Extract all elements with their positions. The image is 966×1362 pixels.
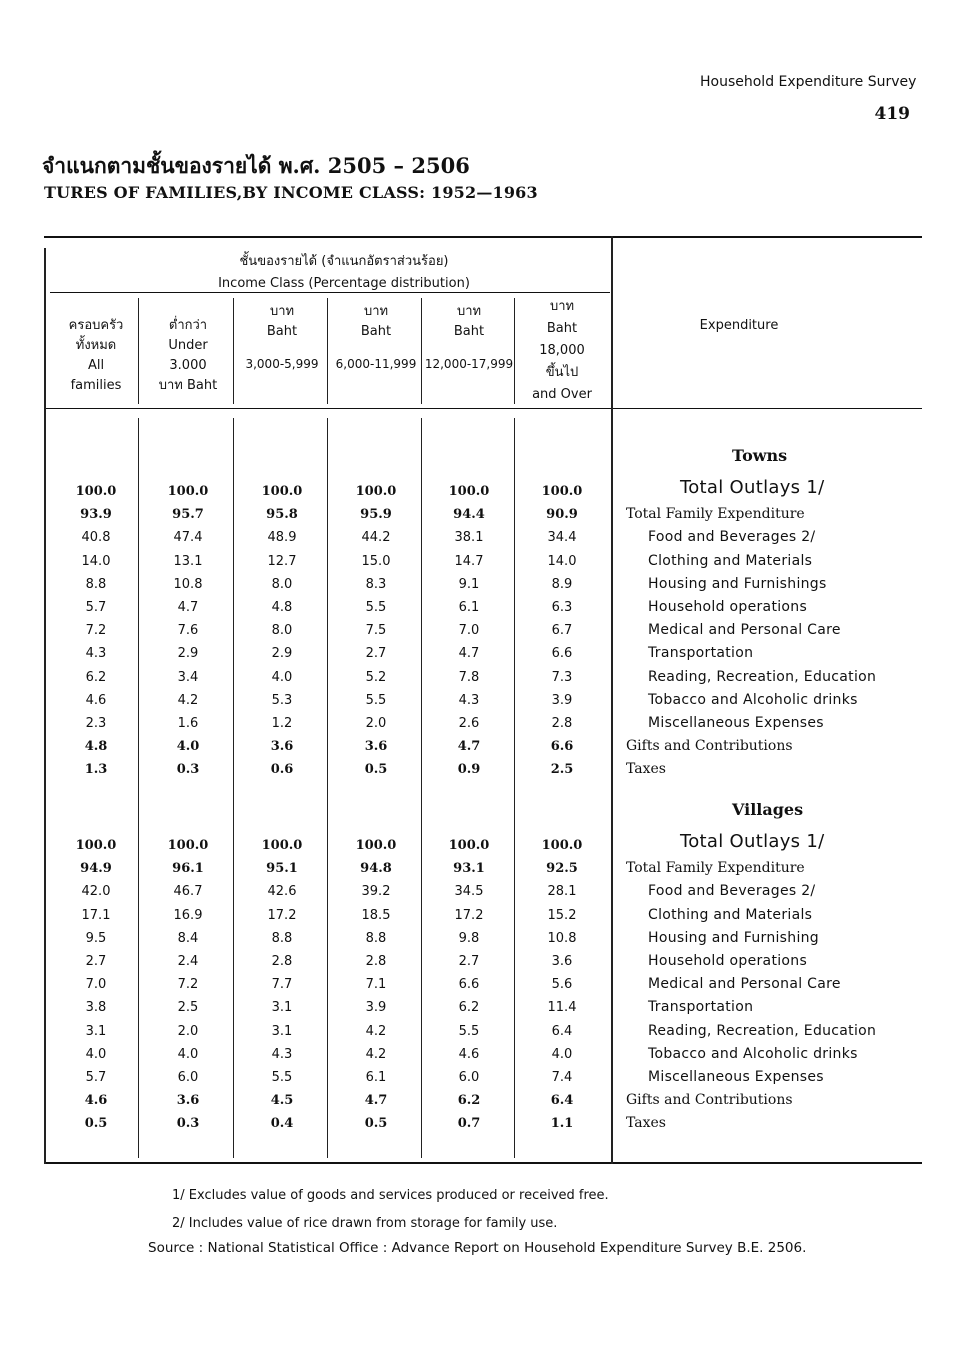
row-label: Transportation (648, 999, 754, 1016)
value-cell: 100.0 (167, 484, 209, 499)
row-label: Gifts and Contributions (626, 1092, 793, 1109)
value-cell: 3.1 (271, 1023, 293, 1039)
value-cell: 17.2 (267, 907, 297, 923)
value-cell: 0.3 (176, 762, 200, 778)
table-row (44, 550, 922, 573)
value-cell: 7.8 (458, 669, 480, 685)
value-cell: 2.9 (271, 646, 293, 662)
value-cell: 0.5 (364, 762, 388, 778)
table-row (44, 904, 922, 927)
value-cell: 2.3 (85, 716, 107, 731)
value-cell: 4.7 (364, 1093, 388, 1109)
value-cell: 5.2 (365, 669, 387, 685)
value-cell: 44.2 (361, 530, 391, 546)
value-cell: 6.6 (458, 977, 480, 993)
value-cell: 4.0 (85, 1046, 107, 1062)
row-label: Food and Beverages 2/ (648, 529, 816, 546)
value-cell: 5.6 (551, 977, 573, 993)
header-column-divider (421, 298, 422, 404)
value-cell: 2.8 (365, 954, 387, 969)
footnote-2: 2/ Includes value of rice drawn from storage for family use. (172, 1216, 558, 1231)
value-cell: 14.0 (547, 553, 577, 569)
row-label: Total Family Expenditure (626, 860, 805, 877)
value-cell: 95.9 (360, 507, 392, 523)
value-cell: 100.0 (75, 484, 117, 499)
value-cell: 8.0 (271, 623, 293, 639)
row-label: Clothing and Materials (648, 552, 813, 569)
table-row (44, 831, 922, 857)
value-cell: 5.7 (85, 600, 107, 615)
column-header-line: บาท (549, 299, 575, 314)
row-label: Taxes (626, 1115, 666, 1132)
table-row (44, 1043, 922, 1066)
column-header-line: บาท (269, 304, 295, 319)
value-cell: 6.1 (458, 600, 480, 615)
value-cell: 7.0 (85, 977, 107, 993)
value-cell: 100.0 (541, 484, 583, 499)
column-header-line: ขึ้นไป (545, 365, 579, 380)
row-label: Miscellaneous Expenses (648, 715, 824, 731)
value-cell: 42.0 (81, 884, 111, 900)
value-cell: 10.8 (547, 930, 577, 946)
value-cell: 4.0 (177, 1046, 199, 1062)
source-note: Source : National Statistical Office : Advance Report on Household Expenditure Survey B.E. 2506. (148, 1240, 807, 1256)
row-label: Household operations (648, 953, 808, 969)
value-cell: 7.2 (177, 977, 199, 993)
column-header-line: Baht (546, 321, 578, 336)
value-cell: 2.8 (551, 716, 573, 731)
value-cell: 2.4 (177, 954, 199, 969)
value-cell: 94.9 (80, 861, 112, 877)
value-cell: 18.5 (361, 907, 391, 923)
value-cell: 2.8 (271, 954, 293, 969)
column-header-line: ต่ำกว่า (168, 318, 208, 333)
value-cell: 3.4 (177, 669, 199, 685)
value-cell: 8.3 (365, 576, 387, 592)
value-cell: 4.6 (458, 1046, 480, 1062)
value-cell: 3.6 (176, 1093, 200, 1109)
value-cell: 6.1 (365, 1070, 387, 1085)
value-cell: 2.0 (365, 716, 387, 731)
row-label: Housing and Furnishings (648, 575, 827, 592)
value-cell: 3.6 (551, 954, 573, 969)
value-cell: 2.7 (365, 646, 387, 662)
value-cell: 34.4 (547, 530, 577, 546)
row-label: Miscellaneous Expenses (648, 1069, 824, 1085)
value-cell: 95.7 (172, 507, 204, 523)
section-title: Villages (732, 800, 804, 819)
value-cell: 46.7 (173, 884, 203, 900)
value-cell: 2.0 (177, 1023, 199, 1039)
table-row (44, 712, 922, 735)
table-row (44, 973, 922, 996)
value-cell: 1.6 (177, 716, 199, 731)
table-row (44, 477, 922, 503)
column-header-line: Under (168, 338, 208, 353)
value-cell: 39.2 (361, 884, 391, 900)
value-cell: 6.4 (551, 1023, 573, 1039)
header-bottom-rule (44, 408, 922, 409)
value-cell: 100.0 (355, 838, 397, 853)
table-row (44, 1112, 922, 1135)
value-cell: 28.1 (547, 884, 577, 900)
value-cell: 92.5 (546, 861, 578, 877)
value-cell: 2.6 (458, 716, 480, 731)
value-cell: 4.2 (365, 1046, 387, 1062)
column-header (236, 302, 328, 374)
value-cell: 8.8 (271, 930, 293, 946)
value-cell: 0.7 (457, 1116, 481, 1132)
column-header-line: Baht (453, 324, 485, 339)
value-cell: 3.9 (365, 1000, 387, 1016)
value-cell: 7.4 (551, 1070, 573, 1085)
value-cell: 5.5 (271, 1070, 293, 1085)
value-cell: 9.5 (85, 930, 107, 946)
row-label: Gifts and Contributions (626, 738, 793, 755)
value-cell: 4.2 (365, 1023, 387, 1039)
column-header (516, 296, 608, 406)
value-cell: 0.6 (270, 762, 294, 778)
table-row (44, 503, 922, 526)
value-cell: 14.0 (81, 553, 111, 569)
value-cell: 9.1 (458, 576, 480, 592)
value-cell: 2.9 (177, 646, 199, 662)
table-row (44, 735, 922, 758)
value-cell: 6.6 (551, 646, 573, 662)
table-row (44, 596, 922, 619)
value-cell: 4.2 (177, 692, 199, 708)
value-cell: 95.1 (266, 861, 298, 877)
column-header-line: 3,000-5,999 (245, 357, 319, 371)
value-cell: 4.0 (551, 1046, 573, 1062)
column-header-line: 6,000-11,999 (335, 357, 417, 371)
footnotes (172, 1182, 609, 1238)
row-label: Total Family Expenditure (626, 506, 805, 523)
column-header-line (423, 342, 515, 354)
value-cell: 6.0 (458, 1070, 480, 1085)
row-label: Medical and Personal Care (648, 976, 841, 993)
value-cell: 5.5 (365, 600, 387, 615)
value-cell: 5.5 (365, 692, 387, 708)
column-header-line: 12,000-17,999 (424, 357, 514, 371)
column-header-line: ทั้งหมด (75, 338, 117, 353)
row-label: Household operations (648, 599, 808, 615)
column-header-line (330, 342, 422, 354)
column-header-line: Baht (360, 324, 392, 339)
value-cell: 4.0 (271, 669, 293, 685)
table-row (44, 1066, 922, 1089)
column-header (50, 316, 142, 396)
value-cell: 14.7 (454, 553, 484, 569)
value-cell: 6.3 (551, 600, 573, 615)
column-header-line (236, 342, 328, 354)
value-cell: 10.8 (173, 576, 203, 592)
section-title: Towns (732, 446, 788, 465)
row-label: Reading, Recreation, Education (648, 1022, 877, 1039)
value-cell: 4.8 (84, 739, 108, 755)
value-cell: 7.1 (365, 977, 387, 993)
expenditure-header: Expenditure (699, 318, 779, 333)
value-cell: 7.2 (85, 623, 107, 639)
value-cell: 15.0 (361, 553, 391, 569)
value-cell: 100.0 (261, 838, 303, 853)
value-cell: 94.8 (360, 861, 392, 877)
income-class-thai: ชั้นของรายได้ (จำแนกอัตราส่วนร้อย) (239, 254, 449, 269)
value-cell: 0.9 (457, 762, 481, 778)
value-cell: 100.0 (261, 484, 303, 499)
value-cell: 3.6 (270, 739, 294, 755)
value-cell: 0.4 (270, 1116, 294, 1132)
value-cell: 38.1 (454, 530, 484, 546)
table-row (44, 996, 922, 1019)
title-thai: จำแนกตามชั้นของรายได้ พ.ศ. 2505 – 2506 (42, 153, 470, 178)
column-header (423, 302, 515, 374)
value-cell: 6.7 (551, 623, 573, 639)
value-cell: 94.4 (453, 507, 485, 523)
value-cell: 2.5 (550, 762, 574, 778)
row-label: Medical and Personal Care (648, 622, 841, 639)
value-cell: 4.3 (271, 1046, 293, 1062)
title-english: TURES OF FAMILIES,BY INCOME CLASS: 1952—1963 (44, 183, 538, 202)
value-cell: 4.3 (85, 646, 107, 662)
income-class-english: Income Class (Percentage distribution) (218, 276, 470, 291)
value-cell: 42.6 (267, 884, 297, 900)
value-cell: 8.4 (177, 930, 199, 946)
value-cell: 16.9 (173, 907, 203, 923)
value-cell: 1.3 (84, 762, 108, 778)
value-cell: 8.9 (551, 576, 573, 592)
column-header-line: บาท Baht (158, 378, 218, 393)
value-cell: 7.0 (458, 623, 480, 639)
value-cell: 3.9 (551, 692, 573, 708)
value-cell: 8.0 (271, 576, 293, 592)
value-cell: 7.3 (551, 669, 573, 685)
value-cell: 9.8 (458, 930, 480, 946)
expenditure-table (44, 236, 922, 1166)
table-row (44, 573, 922, 596)
row-label: Transportation (648, 645, 754, 662)
row-label: Food and Beverages 2/ (648, 883, 816, 900)
value-cell: 4.7 (458, 646, 480, 662)
value-cell: 4.7 (457, 739, 481, 755)
value-cell: 4.7 (177, 600, 199, 615)
table-row (44, 666, 922, 689)
value-cell: 6.6 (550, 739, 574, 755)
table-row (44, 880, 922, 903)
value-cell: 93.9 (80, 507, 112, 523)
value-cell: 40.8 (81, 530, 111, 546)
row-label: Reading, Recreation, Education (648, 668, 877, 685)
value-cell: 48.9 (267, 530, 297, 546)
column-header-line: 3.000 (169, 358, 207, 373)
value-cell: 7.5 (365, 623, 387, 639)
column-header (142, 316, 234, 396)
value-cell: 3.1 (271, 1000, 293, 1016)
column-header-line: บาท (363, 304, 389, 319)
value-cell: 2.7 (458, 954, 480, 969)
row-label: Housing and Furnishing (648, 929, 819, 946)
value-cell: 4.6 (85, 692, 107, 708)
value-cell: 5.5 (458, 1023, 480, 1039)
table-row (44, 758, 922, 781)
column-header-line: families (70, 378, 122, 393)
value-cell: 17.2 (454, 907, 484, 923)
column-header-line: All (87, 358, 105, 373)
footnote-1: 1/ Excludes value of goods and services produced or received free. (172, 1188, 609, 1203)
value-cell: 47.4 (173, 530, 203, 546)
value-cell: 17.1 (81, 907, 111, 923)
value-cell: 8.8 (85, 576, 107, 592)
value-cell: 34.5 (454, 884, 484, 900)
table-row (44, 950, 922, 973)
column-header-line: and Over (532, 387, 592, 402)
value-cell: 7.6 (177, 623, 199, 639)
running-header: Household Expenditure Survey (700, 74, 917, 90)
table-top-rule (44, 236, 922, 238)
value-cell: 100.0 (448, 838, 490, 853)
header-column-divider (327, 298, 328, 404)
value-cell: 3.6 (364, 739, 388, 755)
row-label: Tobacco and Alcoholic drinks (648, 691, 858, 708)
column-header-line: Baht (266, 324, 298, 339)
header-column-divider (514, 298, 515, 404)
value-cell: 100.0 (355, 484, 397, 499)
value-cell: 4.6 (84, 1093, 108, 1109)
value-cell: 100.0 (75, 838, 117, 853)
value-cell: 6.2 (458, 1000, 480, 1016)
value-cell: 13.1 (173, 553, 203, 569)
page-number: 419 (874, 104, 910, 124)
value-cell: 4.0 (176, 739, 200, 755)
value-cell: 95.8 (266, 507, 298, 523)
value-cell: 6.4 (550, 1093, 574, 1109)
table-row (44, 689, 922, 712)
value-cell: 5.7 (85, 1070, 107, 1085)
value-cell: 15.2 (547, 907, 577, 923)
column-header-line: บาท (456, 304, 482, 319)
row-label: Total Outlays 1/ (680, 831, 825, 852)
value-cell: 0.5 (364, 1116, 388, 1132)
value-cell: 12.7 (267, 553, 297, 569)
value-cell: 2.5 (177, 1000, 199, 1016)
table-row (44, 642, 922, 665)
table-row (44, 1089, 922, 1112)
value-cell: 96.1 (172, 861, 204, 877)
row-label: Total Outlays 1/ (680, 477, 825, 498)
column-header-line: ครอบครัว (68, 318, 124, 333)
value-cell: 100.0 (167, 838, 209, 853)
value-cell: 3.1 (85, 1023, 107, 1039)
value-cell: 4.5 (270, 1093, 294, 1109)
table-bottom-rule (44, 1162, 922, 1164)
value-cell: 0.5 (84, 1116, 108, 1132)
table-row (44, 1020, 922, 1043)
value-cell: 6.0 (177, 1070, 199, 1085)
column-header-line: 18,000 (539, 343, 585, 358)
table-row (44, 526, 922, 549)
value-cell: 6.2 (457, 1093, 481, 1109)
value-cell: 100.0 (541, 838, 583, 853)
value-cell: 7.7 (271, 977, 293, 993)
column-header (330, 302, 422, 374)
row-label: Tobacco and Alcoholic drinks (648, 1045, 858, 1062)
value-cell: 4.8 (271, 600, 293, 615)
row-label: Taxes (626, 761, 666, 778)
header-column-divider (233, 298, 234, 404)
value-cell: 1.1 (550, 1116, 574, 1132)
value-cell: 90.9 (546, 507, 578, 523)
value-cell: 2.7 (85, 954, 107, 969)
value-cell: 5.3 (271, 692, 293, 708)
row-label: Clothing and Materials (648, 906, 813, 923)
table-row (44, 857, 922, 880)
header-column-divider (138, 298, 139, 404)
value-cell: 3.8 (85, 1000, 107, 1016)
table-row (44, 927, 922, 950)
value-cell: 93.1 (453, 861, 485, 877)
value-cell: 4.3 (458, 692, 480, 708)
value-cell: 100.0 (448, 484, 490, 499)
value-cell: 1.2 (271, 716, 293, 731)
value-cell: 11.4 (547, 1000, 577, 1016)
value-cell: 6.2 (85, 669, 107, 685)
value-cell: 8.8 (365, 930, 387, 946)
table-row (44, 619, 922, 642)
value-cell: 0.3 (176, 1116, 200, 1132)
